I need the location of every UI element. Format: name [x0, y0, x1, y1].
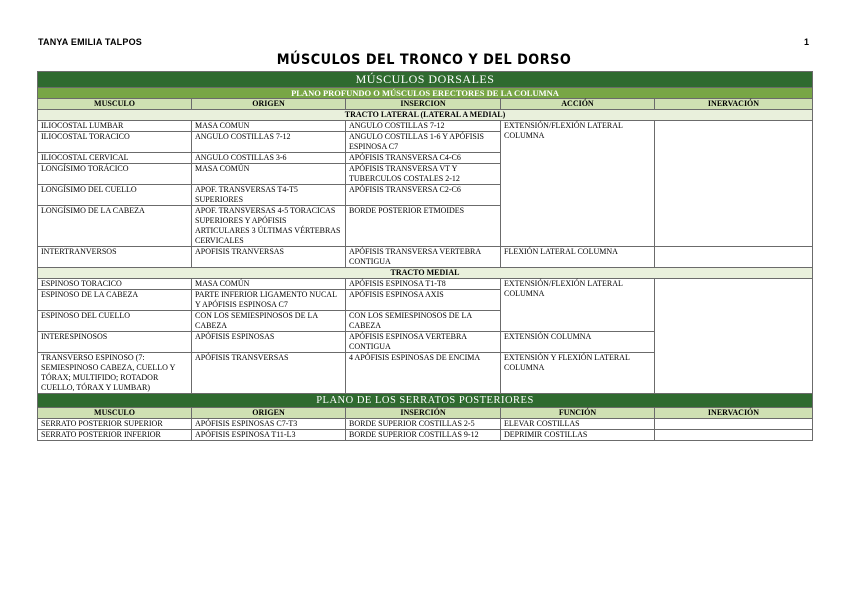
document-title: MÚSCULOS DEL TRONCO Y DEL DORSO [276, 52, 572, 68]
cell-accion: EXTENSIÓN Y FLEXIÓN LATERAL COLUMNA [501, 353, 655, 394]
cell-insercion: BORDE SUPERIOR COSTILLAS 9-12 [346, 430, 501, 441]
cell-insercion: APÓFISIS TRANSVERSA VT Y TUBERCULOS COSTALES 2-12 [346, 164, 501, 185]
cell-origen: ANGULO COSTILLAS 7-12 [192, 132, 346, 153]
cell-musculo: ESPINOSO TORACICO [38, 279, 192, 290]
table-row [38, 279, 813, 290]
cell-musculo: ILIOCOSTAL LUMBAR [38, 121, 192, 132]
subsection-serratos: PLANO DE LOS SERRATOS POSTERIORES [38, 394, 813, 408]
cell-insercion: APÓFISIS ESPINOSA T1-T8 [346, 279, 501, 290]
cell-origen: APÓFISIS ESPINOSAS [192, 332, 346, 353]
cell-origen: APÓFISIS ESPINOSA T11-L3 [192, 430, 346, 441]
cell-origen: APÓFISIS ESPINOSAS C7-T3 [192, 419, 346, 430]
subsection-row [38, 394, 813, 408]
author-name: TANYA EMILIA TALPOS [38, 37, 142, 47]
cell-insercion: APÓFISIS TRANSVERSA C2-C6 [346, 185, 501, 206]
page-number: 1 [804, 37, 810, 47]
cell-origen: MASA COMUN [192, 121, 346, 132]
cell-musculo: LONGÍSIMO DEL CUELLO [38, 185, 192, 206]
column-header-row [38, 99, 813, 110]
cell-musculo: INTERTRANVERSOS [38, 247, 192, 268]
cell-inervacion [655, 247, 813, 268]
col-header-musculo: MUSCULO [38, 99, 192, 110]
cell-funcion: DEPRIMIR COSTILLAS [501, 430, 655, 441]
cell-origen: ANGULO COSTILLAS 3-6 [192, 153, 346, 164]
muscles-table [37, 71, 813, 441]
subsection-row [38, 88, 813, 99]
col-header-origen: ORIGEN [192, 408, 346, 419]
cell-accion: FLEXIÓN LATERAL COLUMNA [501, 247, 655, 268]
cell-origen: APOF. TRANSVERSAS T4-T5 SUPERIORES [192, 185, 346, 206]
tracto-row [38, 110, 813, 121]
subsection-plano-profundo: PLANO PROFUNDO O MÚSCULOS ERECTORES DE LA COLUMNA [38, 88, 813, 99]
col-header-inervacion: INERVACIÓN [655, 408, 813, 419]
cell-origen: MASA COMÚN [192, 279, 346, 290]
table-row [38, 419, 813, 430]
cell-insercion: APÓFISIS ESPINOSA AXIS [346, 290, 501, 311]
cell-musculo: SERRATO POSTERIOR SUPERIOR [38, 419, 192, 430]
col-header-accion: ACCIÓN [501, 99, 655, 110]
cell-funcion: ELEVAR COSTILLAS [501, 419, 655, 430]
tracto-lateral-label: TRACTO LATERAL (LATERAL A MEDIAL) [38, 110, 813, 121]
cell-musculo: INTERESPINOSOS [38, 332, 192, 353]
cell-origen: CON LOS SEMIESPINOSOS DE LA CABEZA [192, 311, 346, 332]
col-header-insercion: INSERCION [346, 99, 501, 110]
cell-insercion: APÓFISIS TRANSVERSA VERTEBRA CONTIGUA [346, 247, 501, 268]
cell-insercion: BORDE POSTERIOR ETMOIDES [346, 206, 501, 247]
cell-origen: PARTE INFERIOR LIGAMENTO NUCAL Y APÓFISIS ESPINOSA C7 [192, 290, 346, 311]
cell-insercion: ANGULO COSTILLAS 1-6 Y APÓFISIS ESPINOSA C7 [346, 132, 501, 153]
cell-musculo: ESPINOSO DE LA CABEZA [38, 290, 192, 311]
col-header-inervacion: INERVACIÓN [655, 99, 813, 110]
col-header-musculo: MUSCULO [38, 408, 192, 419]
section-dorsales: MÚSCULOS DORSALES [38, 72, 813, 88]
cell-insercion: APÓFISIS TRANSVERSA C4-C6 [346, 153, 501, 164]
cell-musculo: ESPINOSO DEL CUELLO [38, 311, 192, 332]
column-header-row [38, 408, 813, 419]
table-row [38, 121, 813, 132]
cell-insercion: CON LOS SEMIESPINOSOS DE LA CABEZA [346, 311, 501, 332]
cell-insercion: ANGULO COSTILLAS 7-12 [346, 121, 501, 132]
cell-musculo: LONGÍSIMO TORÁCICO [38, 164, 192, 185]
cell-origen: APOF. TRANSVERSAS 4-5 TORACICAS SUPERIORES Y APÓFISIS ARTICULARES 3 ÚLTIMAS VÉRTEBRAS CERVICALES [192, 206, 346, 247]
col-header-origen: ORIGEN [192, 99, 346, 110]
table-row [38, 247, 813, 268]
cell-musculo: LONGÍSIMO DE LA CABEZA [38, 206, 192, 247]
col-header-funcion: FUNCIÓN [501, 408, 655, 419]
cell-accion: EXTENSIÓN COLUMNA [501, 332, 655, 353]
cell-insercion: BORDE SUPERIOR COSTILLAS 2-5 [346, 419, 501, 430]
tracto-row [38, 268, 813, 279]
section-row [38, 72, 813, 88]
cell-musculo: ILIOCOSTAL CERVICAL [38, 153, 192, 164]
tracto-medial-label: TRACTO MEDIAL [38, 268, 813, 279]
cell-musculo: TRANSVERSO ESPINOSO (7: SEMIESPINOSO CABEZA, CUELLO Y TÓRAX; MULTIFIDO; ROTADOR CUELLO, TÓRAX Y LUMBAR) [38, 353, 192, 394]
cell-origen: MASA COMÚN [192, 164, 346, 185]
cell-inervacion [655, 121, 813, 247]
cell-insercion: APÓFISIS ESPINOSA VERTEBRA CONTIGUA [346, 332, 501, 353]
col-header-insercion: INSERCIÓN [346, 408, 501, 419]
table-row [38, 430, 813, 441]
cell-origen: APÓFISIS TRANSVERSAS [192, 353, 346, 394]
cell-accion: EXTENSIÓN/FLEXIÓN LATERAL COLUMNA [501, 279, 655, 332]
cell-origen: APOFISIS TRANVERSAS [192, 247, 346, 268]
cell-inervacion [655, 279, 813, 394]
cell-musculo: SERRATO POSTERIOR INFERIOR [38, 430, 192, 441]
cell-inervacion [655, 430, 813, 441]
cell-accion: EXTENSIÓN/FLEXIÓN LATERAL COLUMNA [501, 121, 655, 247]
cell-inervacion [655, 419, 813, 430]
cell-musculo: ILIOCOSTAL TORACICO [38, 132, 192, 153]
cell-insercion: 4 APÓFISIS ESPINOSAS DE ENCIMA [346, 353, 501, 394]
